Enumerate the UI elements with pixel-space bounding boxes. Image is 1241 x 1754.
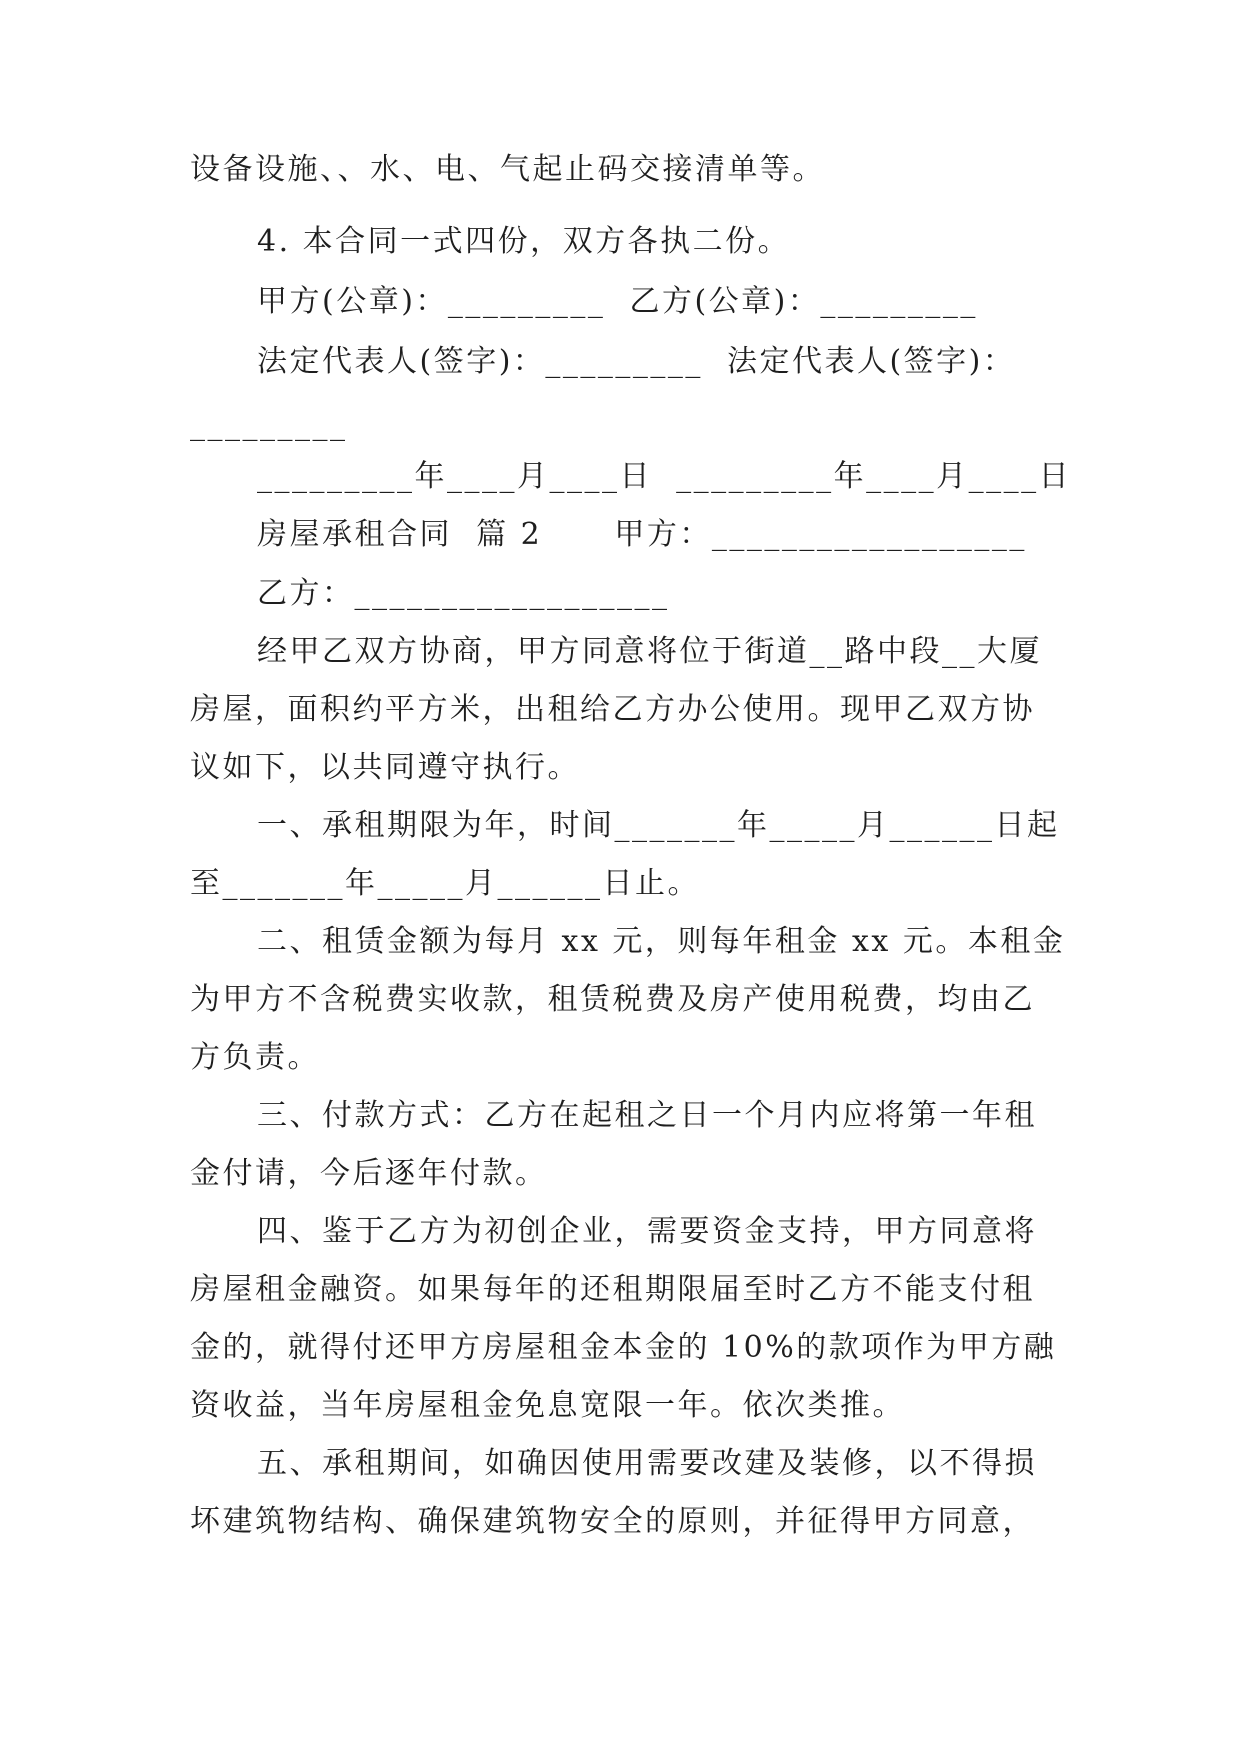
paragraph-line: 一、承租期限为年，时间_______年_____月______日起 [257, 808, 1060, 843]
paragraph-line: 二、租赁金额为每月 xx 元，则每年租金 xx 元。本租金 [257, 924, 1066, 959]
paragraph-line: 至_______年_____月______日止。 [190, 866, 700, 901]
paragraph-line: 五、承租期间，如确因使用需要改建及装修，以不得损 [257, 1446, 1037, 1481]
text-line: 设备设施、、水、电、气起止码交接清单等。 [190, 152, 825, 187]
section-heading: 房屋承租合同 篇 2 甲方：__________________ [257, 517, 1027, 552]
paragraph-line: 坏建筑物结构、确保建筑物安全的原则，并征得甲方同意， [190, 1504, 1035, 1539]
paragraph-line: 议如下，以共同遵守执行。 [190, 750, 580, 785]
text-line: 4. 本合同一式四份，双方各执二份。 [257, 224, 791, 259]
signature-line: 甲方(公章)：_________ 乙方(公章)：_________ [257, 284, 978, 319]
paragraph-line: 方负责。 [190, 1040, 320, 1075]
paragraph-line: 金付请，今后逐年付款。 [190, 1156, 548, 1191]
signature-line: _________ [190, 407, 348, 442]
paragraph-line: 资收益，当年房屋租金免息宽限一年。依次类推。 [190, 1388, 905, 1423]
paragraph-line: 房屋租金融资。如果每年的还租期限届至时乙方不能支付租 [190, 1272, 1035, 1307]
paragraph-line: 经甲乙双方协商，甲方同意将位于街道__路中段__大厦 [257, 634, 1042, 669]
date-line: _________年____月____日 _________年____月____日 [257, 459, 1072, 494]
paragraph-line: 房屋，面积约平方米，出租给乙方办公使用。现甲乙双方协 [190, 692, 1035, 727]
paragraph-line: 为甲方不含税费实收款，租赁税费及房产使用税费，均由乙 [190, 982, 1035, 1017]
signature-line: 法定代表人(签字)：_________ 法定代表人(签字)： [257, 344, 1016, 379]
party-line: 乙方：__________________ [257, 576, 670, 611]
paragraph-line: 三、付款方式：乙方在起租之日一个月内应将第一年租 [257, 1098, 1037, 1133]
paragraph-line: 四、鉴于乙方为初创企业，需要资金支持，甲方同意将 [257, 1214, 1037, 1249]
paragraph-line: 金的，就得付还甲方房屋租金本金的 10%的款项作为甲方融 [190, 1330, 1057, 1365]
